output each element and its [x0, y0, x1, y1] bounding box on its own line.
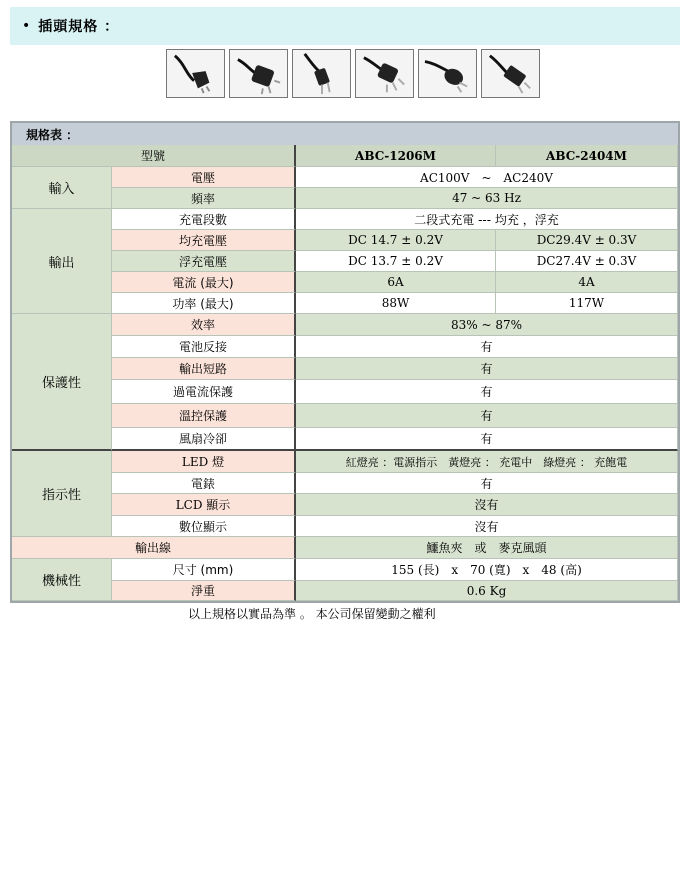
- lcd-label: LCD 顯示: [112, 494, 296, 516]
- meter-label: 電錶: [112, 473, 296, 494]
- spec-table: [10, 121, 680, 603]
- current-m1: 6A: [296, 272, 496, 293]
- plug-spec-title: 插頭規格 ：: [38, 19, 120, 35]
- weight-value: 0.6 Kg: [296, 581, 678, 601]
- plug-type-2-icon: [229, 49, 288, 98]
- float-voltage-label: 浮充電壓: [112, 251, 296, 272]
- plug-type-3-icon: [292, 49, 351, 98]
- voltage-label: 電壓: [112, 167, 296, 188]
- digital-value: 沒有: [296, 516, 678, 537]
- plug-type-6-icon: [481, 49, 540, 98]
- frequency-label: 頻率: [112, 188, 296, 209]
- fan-label: 風扇冷卻: [112, 428, 296, 451]
- lcd-value: 沒有: [296, 494, 678, 516]
- model-2-header: ABC-2404M: [496, 145, 678, 167]
- size-value: 155 (長) x 70 (寬) x 48 (高): [296, 559, 678, 581]
- equal-voltage-m2: DC29.4V ± 0.3V: [496, 230, 678, 251]
- frequency-value: 47 ~ 63 Hz: [296, 188, 678, 209]
- group-output: 輸出: [12, 209, 112, 314]
- overcurrent-label: 過電流保護: [112, 380, 296, 404]
- short-label: 輸出短路: [112, 358, 296, 380]
- group-protection: 保護性: [12, 314, 112, 451]
- digital-label: 數位顯示: [112, 516, 296, 537]
- plug-type-4-icon: [355, 49, 414, 98]
- fan-value: 有: [296, 428, 678, 451]
- model-header: 型號: [12, 145, 296, 167]
- power-label: 功率 (最大): [112, 293, 296, 314]
- footnote: 以上規格以實品為準 。 本公司保留變動之權利: [188, 607, 436, 621]
- float-voltage-m1: DC 13.7 ± 0.2V: [296, 251, 496, 272]
- equal-voltage-m1: DC 14.7 ± 0.2V: [296, 230, 496, 251]
- efficiency-value: 83% ~ 87%: [296, 314, 678, 336]
- spec-table-title: 規格表 ：: [12, 123, 678, 145]
- charge-stage-value: 二段式充電 --- 均充 ，浮充: [296, 209, 678, 230]
- plug-gallery: [166, 49, 540, 98]
- reverse-label: 電池反接: [112, 336, 296, 358]
- cable-label: 輸出線: [12, 537, 296, 559]
- led-value: 紅燈亮 ：電源指示 黃燈亮 ： 充電中 綠燈亮 ： 充飽電: [296, 451, 678, 473]
- overcurrent-value: 有: [296, 380, 678, 404]
- float-voltage-m2: DC27.4V ± 0.3V: [496, 251, 678, 272]
- efficiency-label: 效率: [112, 314, 296, 336]
- current-m2: 4A: [496, 272, 678, 293]
- meter-value: 有: [296, 473, 678, 494]
- cable-value: 鱷魚夾 或 麥克風頭: [296, 537, 678, 559]
- short-value: 有: [296, 358, 678, 380]
- plug-type-1-icon: [166, 49, 225, 98]
- group-indicator: 指示性: [12, 451, 112, 537]
- voltage-value: AC100V ~ AC240V: [296, 167, 678, 188]
- power-m2: 117W: [496, 293, 678, 314]
- model-1-header: ABC-1206M: [296, 145, 496, 167]
- equal-voltage-label: 均充電壓: [112, 230, 296, 251]
- plug-type-5-icon: [418, 49, 477, 98]
- reverse-value: 有: [296, 336, 678, 358]
- size-label: 尺寸 (mm): [112, 559, 296, 581]
- led-label: LED 燈: [112, 451, 296, 473]
- group-input: 輸入: [12, 167, 112, 209]
- charge-stage-label: 充電段數: [112, 209, 296, 230]
- current-label: 電流 (最大): [112, 272, 296, 293]
- power-m1: 88W: [296, 293, 496, 314]
- temp-label: 溫控保護: [112, 404, 296, 428]
- weight-label: 淨重: [112, 581, 296, 601]
- temp-value: 有: [296, 404, 678, 428]
- group-mechanical: 機械性: [12, 559, 112, 601]
- plug-spec-header: [10, 7, 680, 45]
- bullet: •: [22, 18, 31, 34]
